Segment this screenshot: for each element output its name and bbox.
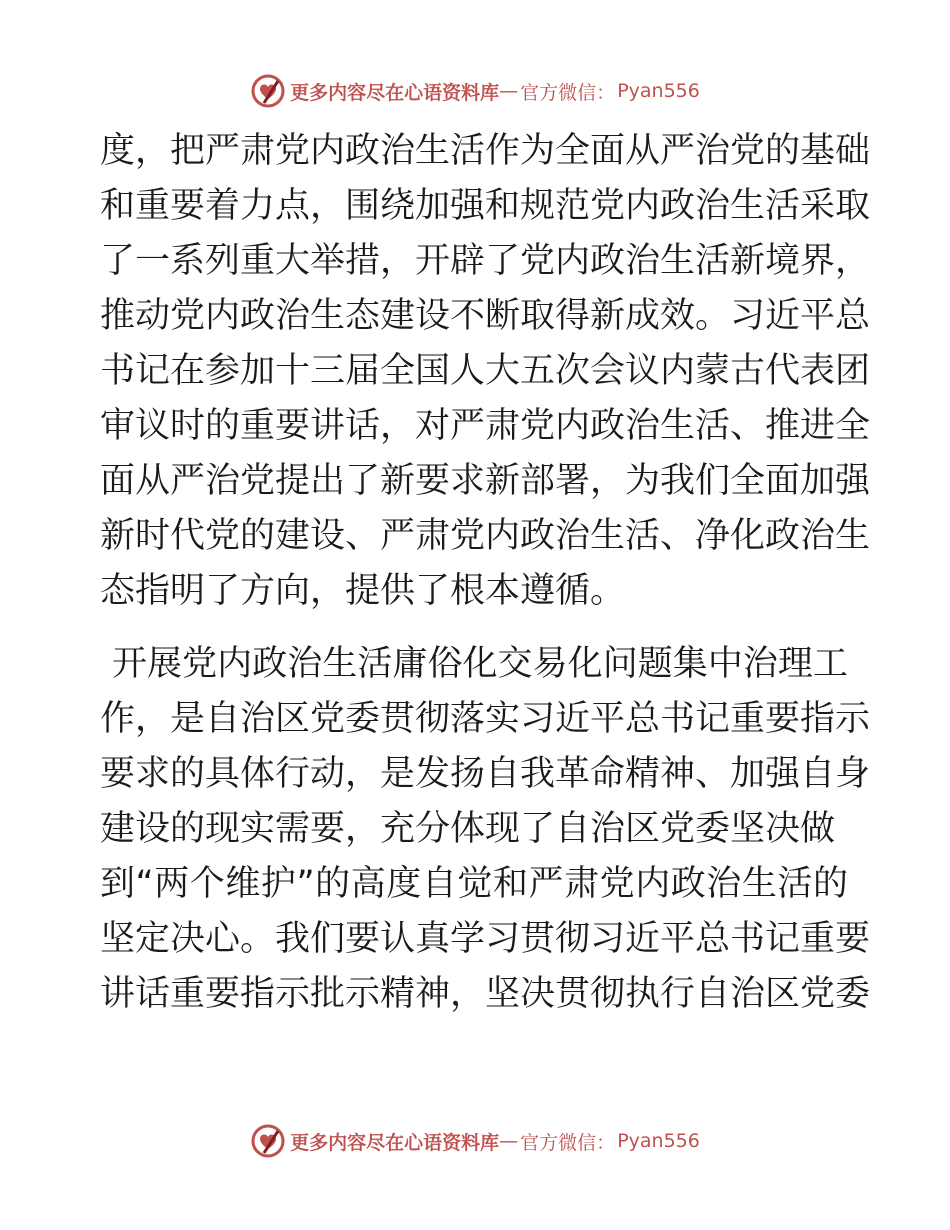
text-line: 建设的现实需要，充分体现了自治区党委坚决做 (100, 809, 836, 849)
banner-wechat-id: Pyan556 (617, 80, 700, 102)
text-line: 推动党内政治生态建设不断取得新成效。习近平总 (100, 296, 871, 336)
banner-main-text: 更多内容尽在心语资料库 (290, 81, 500, 104)
text-line: 了一系列重大举措，开辟了党内政治生活新境界， (100, 241, 871, 281)
banner-wechat-id: Pyan556 (617, 1130, 700, 1152)
paragraph-gap (100, 619, 860, 637)
text-line: 讲话重要指示批示精神，坚决贯彻执行自治区党委 (100, 974, 871, 1014)
banner-wechat-label: 官方微信： (520, 1131, 616, 1154)
heart-pen-logo-icon (250, 1123, 286, 1159)
text-line: 开展党内政治生活庸俗化交易化问题集中治理工 (112, 644, 848, 684)
paragraph-2 (100, 637, 871, 1022)
banner-dash: — (499, 80, 519, 102)
text-line: 到“两个维护”的高度自觉和严肃党内政治生活的 (100, 864, 848, 904)
text-line: 面从严治党提出了新要求新部署，为我们全面加强 (100, 461, 871, 501)
text-line: 作，是自治区党委贯彻落实习近平总书记重要指示 (100, 699, 871, 739)
footer-watermark-banner (0, 1121, 950, 1161)
text-line: 态指明了方向，提供了根本遵循。 (100, 571, 626, 611)
text-line: 要求的具体行动，是发扬自我革命精神、加强自身 (100, 754, 871, 794)
heart-pen-logo-icon (250, 73, 286, 109)
banner-dash: — (499, 1130, 519, 1152)
text-line: 新时代党的建设、严肃党内政治生活、净化政治生 (100, 516, 871, 556)
text-line: 度，把严肃党内政治生活作为全面从严治党的基础 (100, 131, 871, 171)
text-line: 和重要着力点，围绕加强和规范党内政治生活采取 (100, 186, 871, 226)
banner-main-text: 更多内容尽在心语资料库 (290, 1131, 500, 1154)
header-watermark-banner (0, 71, 950, 111)
text-line: 坚定决心。我们要认真学习贯彻习近平总书记重要 (100, 919, 871, 959)
paragraph-1 (100, 124, 871, 619)
text-line: 审议时的重要讲话，对严肃党内政治生活、推进全 (100, 406, 871, 446)
text-line: 书记在参加十三届全国人大五次会议内蒙古代表团 (100, 351, 871, 391)
banner-wechat-label: 官方微信： (520, 81, 616, 104)
document-body (100, 124, 871, 1022)
